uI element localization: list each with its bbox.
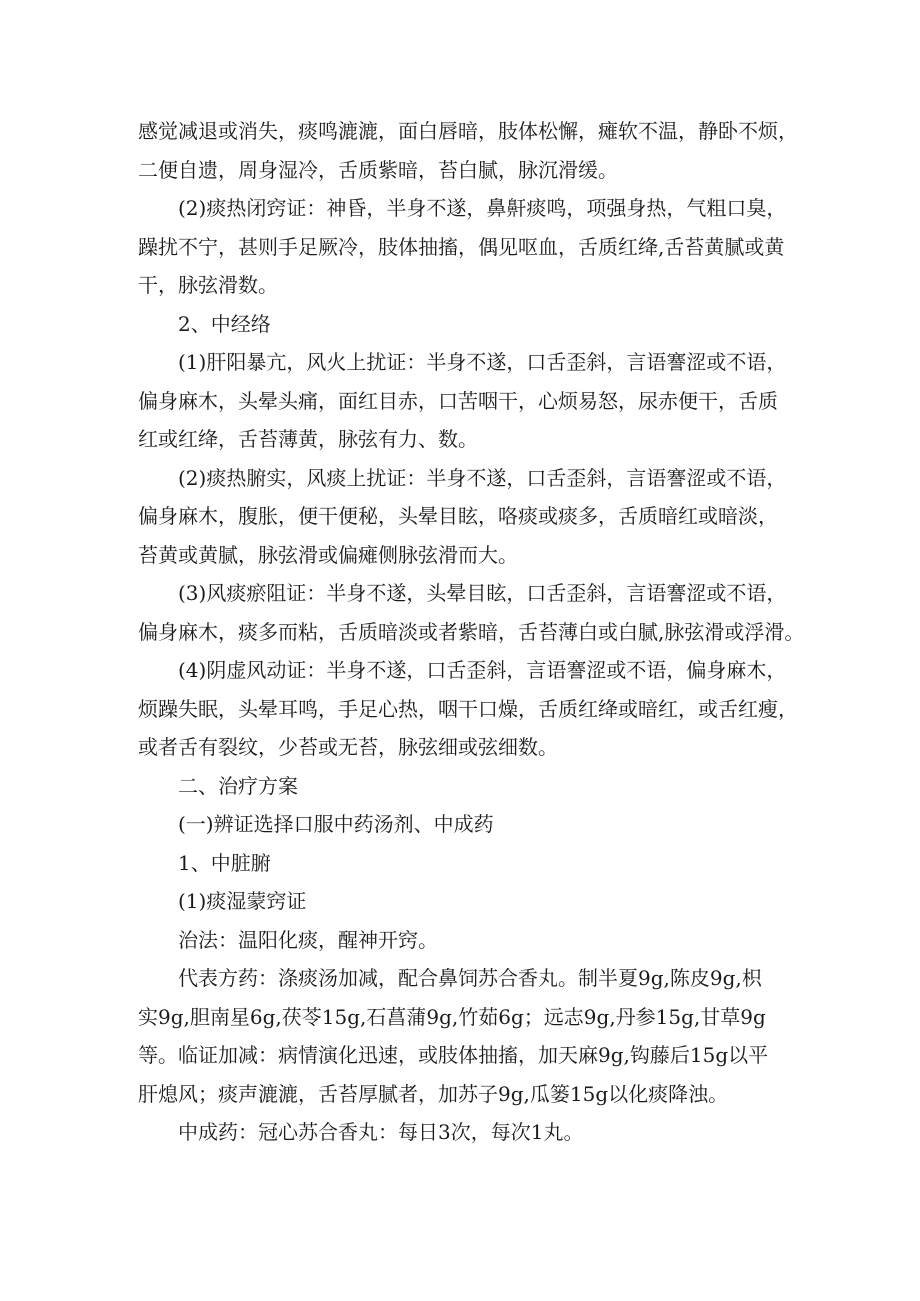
text-line: 或者舌有裂纹，少苔或无苔，脉弦细或弦细数。 (138, 735, 558, 759)
text-line: 2、中经络 (178, 311, 271, 336)
text-line: 偏身麻木，腹胀，便干便秘，头晕目眩，咯痰或痰多，舌质暗红或暗淡， (138, 504, 778, 528)
text-line: 偏身麻木，痰多而粘，舌质暗淡或者紫暗，舌苔薄白或白腻,脉弦滑或浮滑。 (138, 619, 805, 644)
text-line: 二便自遗，周身湿冷，舌质紫暗，苔白腻，脉沉滑缓。 (138, 157, 618, 182)
text-line: 等。临证加减：病情演化迅速，或肢体抽搐，加天麻9g,钩藤后15g以平 (138, 1043, 769, 1067)
text-line: 苔黄或黄腻，脉弦滑或偏瘫侧脉弦滑而大。 (138, 542, 518, 567)
text-line: 1、中脏腑 (178, 850, 271, 875)
text-line: (2)痰热腑实，风痰上扰证：半身不遂，口舌歪斜，言语謇涩或不语， (178, 465, 787, 490)
text-line: 中成药：冠心苏合香丸：每日3次，每次1丸。 (178, 1120, 584, 1144)
text-line: (一)辨证选择口服中药汤剂、中成药 (178, 812, 494, 836)
text-line: 实9g,胆南星6g,茯苓15g,石菖蒲9g,竹茹6g；远志9g,丹参15g,甘草9g (138, 1004, 766, 1029)
text-line: 偏身麻木，头晕头痛，面红目赤，口苦咽干，心烦易怒，尿赤便干，舌质 (138, 388, 778, 413)
text-line: (1)痰湿蒙窍证 (178, 889, 307, 913)
text-line: 肝熄风；痰声漉漉，舌苔厚腻者，加苏子9g,瓜篓15g以化痰降浊。 (138, 1081, 729, 1106)
document-body (138, 112, 805, 1152)
text-line: (4)阴虚风动证：半身不遂，口舌歪斜，言语謇涩或不语，偏身麻木， (178, 658, 787, 682)
text-line: 治法：温阳化痰，醒神开窍。 (178, 927, 438, 952)
text-line: 红或红绛，舌苔薄黄，脉弦有力、数。 (138, 427, 478, 451)
text-line: 烦躁失眠，头晕耳鸣，手足心热，咽干口燥，舌质红绛或暗红，或舌红瘦， (138, 696, 798, 721)
text-line: 代表方药：涤痰汤加减，配合鼻饲苏合香丸。制半夏9g,陈皮9g,枳 (178, 966, 762, 990)
text-line: 感觉减退或消失，痰鸣漉漉，面白唇暗，肢体松懈，瘫软不温，静卧不烦， (138, 119, 798, 143)
text-line: 干，脉弦滑数。 (138, 273, 278, 297)
text-line: (3)风痰瘀阻证：半身不遂，头晕目眩，口舌歪斜，言语謇涩或不语， (178, 581, 787, 605)
text-line: 二、治疗方案 (178, 773, 298, 798)
text-line: (1)肝阳暴亢，风火上扰证：半身不遂，口舌歪斜，言语謇涩或不语， (178, 350, 787, 374)
text-line: (2)痰热闭窍证：神昏，半身不遂，鼻鼾痰鸣，项强身热，气粗口臭， (178, 196, 787, 220)
text-line: 躁扰不宁，甚则手足厥冷，肢体抽搐，偶见呕血，舌质红绛,舌苔黄腻或黄 (138, 234, 785, 259)
